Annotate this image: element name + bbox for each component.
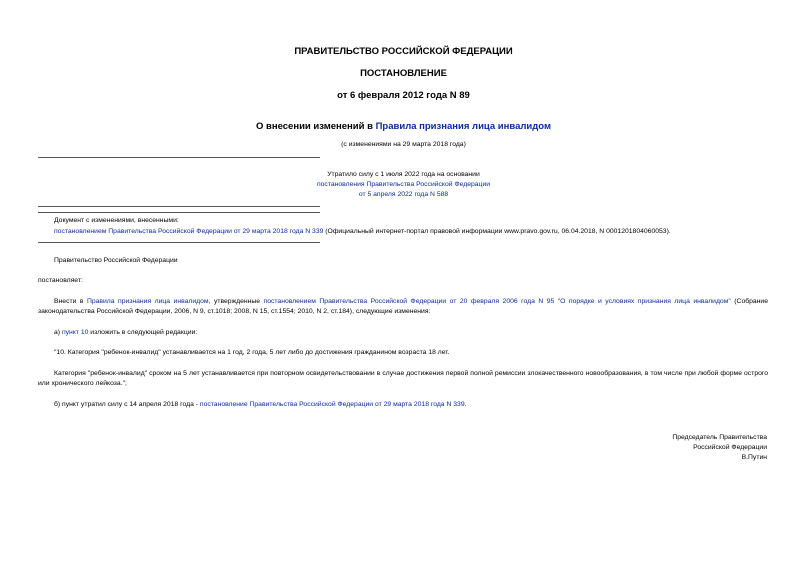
government-heading: ПРАВИТЕЛЬСТВО РОССИЙСКОЙ ФЕДЕРАЦИИ	[294, 46, 513, 57]
decree-95-link[interactable]: постановлением Правительства Российской Федерации от 20 февраля 2006 года N 95 "О порядке и условиях признания лица инвалидом"	[263, 298, 731, 305]
divider	[38, 157, 320, 158]
divider	[38, 242, 320, 243]
postanovlyaet: постановляет:	[38, 277, 83, 284]
expired-note: Утратило силу с 1 июля 2022 года на основании	[327, 171, 480, 178]
text-span: (Собрание законодательства Российской Федерации, 2006, N 9, ст.1018; 2008, N 15, ст.1554; 2010, N 2, ст.184), следующие изменения:	[38, 298, 769, 315]
point-10-link[interactable]: пункт 10	[61, 329, 89, 336]
document-date: от 6 февраля 2012 года N 89	[337, 90, 470, 101]
item-a	[54, 328, 197, 339]
changes-line	[54, 227, 671, 238]
document-title	[0, 121, 807, 132]
text-span: Внести в	[54, 298, 87, 305]
divider	[38, 212, 320, 213]
government-rf: Правительство Российской Федерации	[54, 257, 178, 264]
text-span: б) пункт утратил силу с 14 апреля 2018 года -	[54, 401, 200, 408]
signature-line-1: Председатель Правительства	[672, 434, 767, 441]
text-span: .	[464, 401, 467, 408]
changes-label: Документ с изменениями, внесенными:	[54, 217, 179, 224]
divider	[38, 206, 320, 207]
main-paragraph	[38, 297, 768, 317]
decree-339-link[interactable]: постановление Правительства Российской Федерации от 29 марта 2018 года N 339	[199, 401, 465, 408]
amended-note: (с изменениями на 29 марта 2018 года)	[341, 141, 466, 148]
title-link[interactable]: Правила признания лица инвалидом	[375, 121, 551, 132]
changes-link[interactable]: постановлением Правительства Российской Федерации от 29 марта 2018 года N 339	[54, 228, 324, 235]
quote-point-10: "10. Категория "ребенок-инвалид" устанавливается на 1 год, 2 года, 5 лет либо до достижения гражданином возраста 18 лет.	[54, 349, 450, 356]
text-span: а)	[54, 329, 62, 336]
document-type: ПОСТАНОВЛЕНИЕ	[360, 68, 447, 79]
rules-link[interactable]: Правила признания лица инвалидом	[86, 298, 209, 305]
expired-link-2[interactable]: от 5 апреля 2022 года N 588	[358, 191, 449, 198]
expired-link-1[interactable]: постановления Правительства Российской Федерации	[316, 181, 491, 188]
item-b	[54, 400, 466, 411]
signature-line-2: Российской Федерации	[693, 444, 767, 451]
quote-point-10-second: Категория "ребенок-инвалид" сроком на 5 лет устанавливается при повторном освидетельствовании в случае достижения первой полной ремиссии злокачественного новообразования, в том числе при любой форме острого или хронического лейкоза.";	[38, 370, 768, 387]
changes-source: (Официальный интернет-портал правовой информации www.pravo.gov.ru, 06.04.2018, N 0001201804060053).	[323, 228, 671, 235]
text-span: изложить в следующей редакции:	[88, 329, 198, 336]
title-prefix: О внесении изменений в	[256, 121, 376, 132]
signature-line-3: В.Путин	[741, 454, 767, 461]
text-span: , утвержденные	[208, 298, 264, 305]
signature-block	[672, 433, 767, 463]
